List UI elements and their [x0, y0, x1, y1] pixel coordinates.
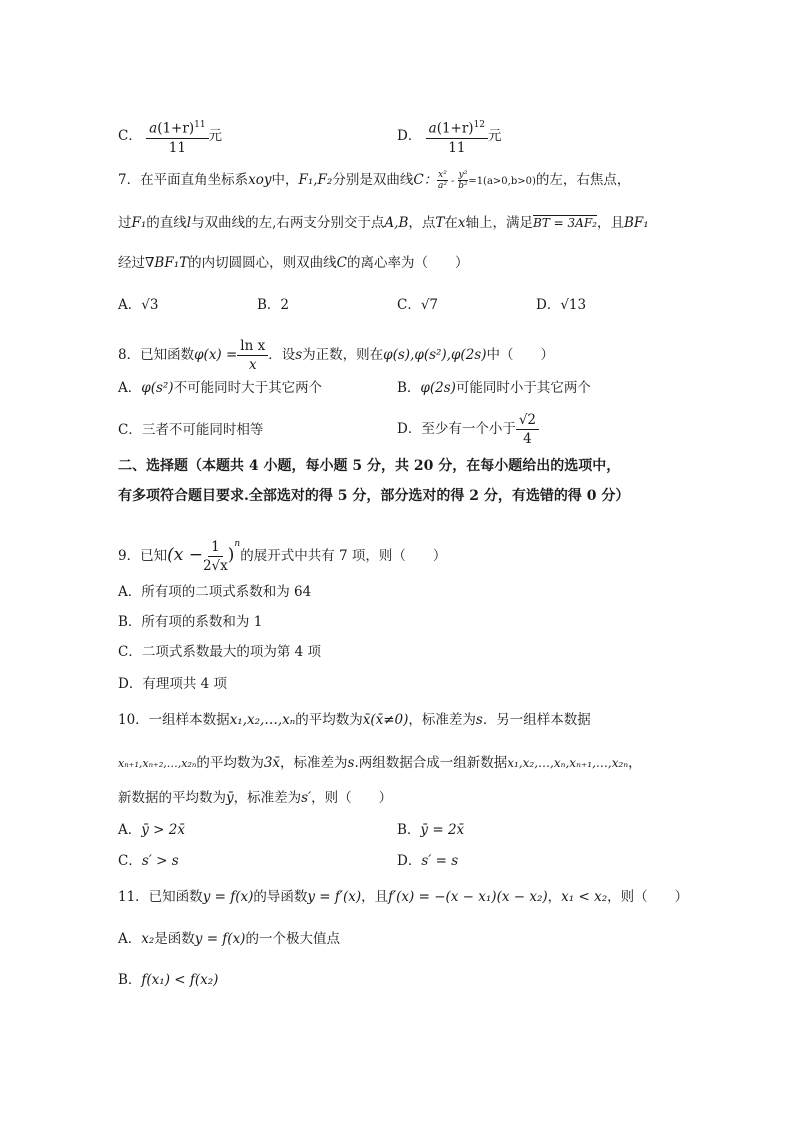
q8-option-b[interactable]: B．φ(2s)可能同时小于其它两个	[397, 380, 591, 396]
q9-option-a[interactable]: A．所有项的二项式系数和为 64	[118, 584, 312, 600]
q8-option-c[interactable]: C．三者不可能同时相等	[118, 422, 264, 438]
q10-stem-line-3: 新数据的平均数为ȳ，标准差为s′，则（ ）	[118, 790, 393, 806]
q9-stem: 9．已知(x − $\frac{1}{2√x}$ )$^n$的展开式中共有 7 项，则（ ）	[118, 539, 447, 574]
q10-option-d[interactable]: D．s′ = s	[397, 853, 459, 869]
section-2-heading-line-1: 二、选择题（本题共 4 小题，每小题 5 分，共 20 分，在每小题给出的选项中，	[118, 458, 621, 474]
q10-stem-line-2: xₙ₊₁,xₙ₊₂,…,x₂ₙ的平均数为3x̄，标准差为s.两组数据合成一组新数据x₁,x₂,…,xₙ,xₙ₊₁,…,x₂ₙ，	[118, 755, 642, 771]
q8-option-d[interactable]: D．至少有一个小于 $\frac{√2}{4}$	[397, 411, 539, 448]
section-2-heading-line-2: 有多项符合题目要求.全部选对的得 5 分，部分选对的得 2 分，有选错的得 0 分）	[118, 488, 630, 504]
q10-option-b[interactable]: B．ȳ = 2x̄	[397, 822, 465, 838]
q9-option-c[interactable]: C．二项式系数最大的项为第 4 项	[118, 644, 322, 660]
q7-stem-line-3: 经过∇BF₁T的内切圆圆心，则双曲线C的离心率为（ ）	[118, 255, 469, 271]
q6-option-c[interactable]: C． $\frac{a(1+r)^{11}}{11}$ 元	[118, 116, 222, 157]
q9-option-b[interactable]: B．所有项的系数和为 1	[118, 614, 263, 630]
q7-option-d[interactable]: D．√13	[536, 297, 587, 313]
q6-option-d-fraction: $\frac{a(1+r)^{12}}{11}$	[426, 116, 488, 157]
q11-option-a[interactable]: A．x₂是函数y = f(x)的一个极大值点	[118, 931, 340, 947]
q6-option-c-fraction: $\frac{a(1+r)^{11}}{11}$	[146, 116, 208, 157]
q7-option-a[interactable]: A．√3	[118, 297, 159, 313]
q6-option-d[interactable]: D． $\frac{a(1+r)^{12}}{11}$ 元	[397, 116, 502, 157]
q8-option-a[interactable]: A．φ(s²)不可能同时大于其它两个	[118, 380, 323, 396]
q9-option-d[interactable]: D．有理项共 4 项	[118, 676, 227, 692]
q7-option-c[interactable]: C．√7	[397, 297, 439, 313]
q11-stem: 11．已知函数y = f(x)的导函数y = f′(x)，且f′(x) = −(x − x₁)(x − x₂)，x₁ < x₂，则（ ）	[118, 889, 689, 905]
q7-option-b[interactable]: B．2	[257, 297, 290, 313]
q7-stem-line-1: 7．在平面直角坐标系xoy中，F₁,F₂分别是双曲线C： $\frac{\text{x²}}{\text{a²}}$ - $\frac{\text{y²}}{\text{b²}}$ =1(a>0,b>0)的左，右焦点，	[118, 170, 631, 191]
q10-option-a[interactable]: A．ȳ > 2x̄	[118, 822, 185, 838]
q11-option-b[interactable]: B．f(x₁) < f(x₂)	[118, 972, 219, 988]
q10-option-c[interactable]: C．s′ > s	[118, 853, 179, 869]
q8-stem: 8．已知函数φ(x) = $\frac{\text{ln x}}{x}$ ．设s为正数，则在φ(s),φ(s²),φ(2s)中（ ）	[118, 338, 554, 373]
q7-stem-line-2: 过F₁的直线l与双曲线的左,右两支分别交于点A,B，点T在x轴上，满足BT = 3AF₂，且BF₁	[118, 215, 649, 231]
q10-stem-line-1: 10．一组样本数据x₁,x₂,…,xₙ的平均数为x̄(x̄≠0)，标准差为s．另一组样本数据	[118, 712, 591, 728]
